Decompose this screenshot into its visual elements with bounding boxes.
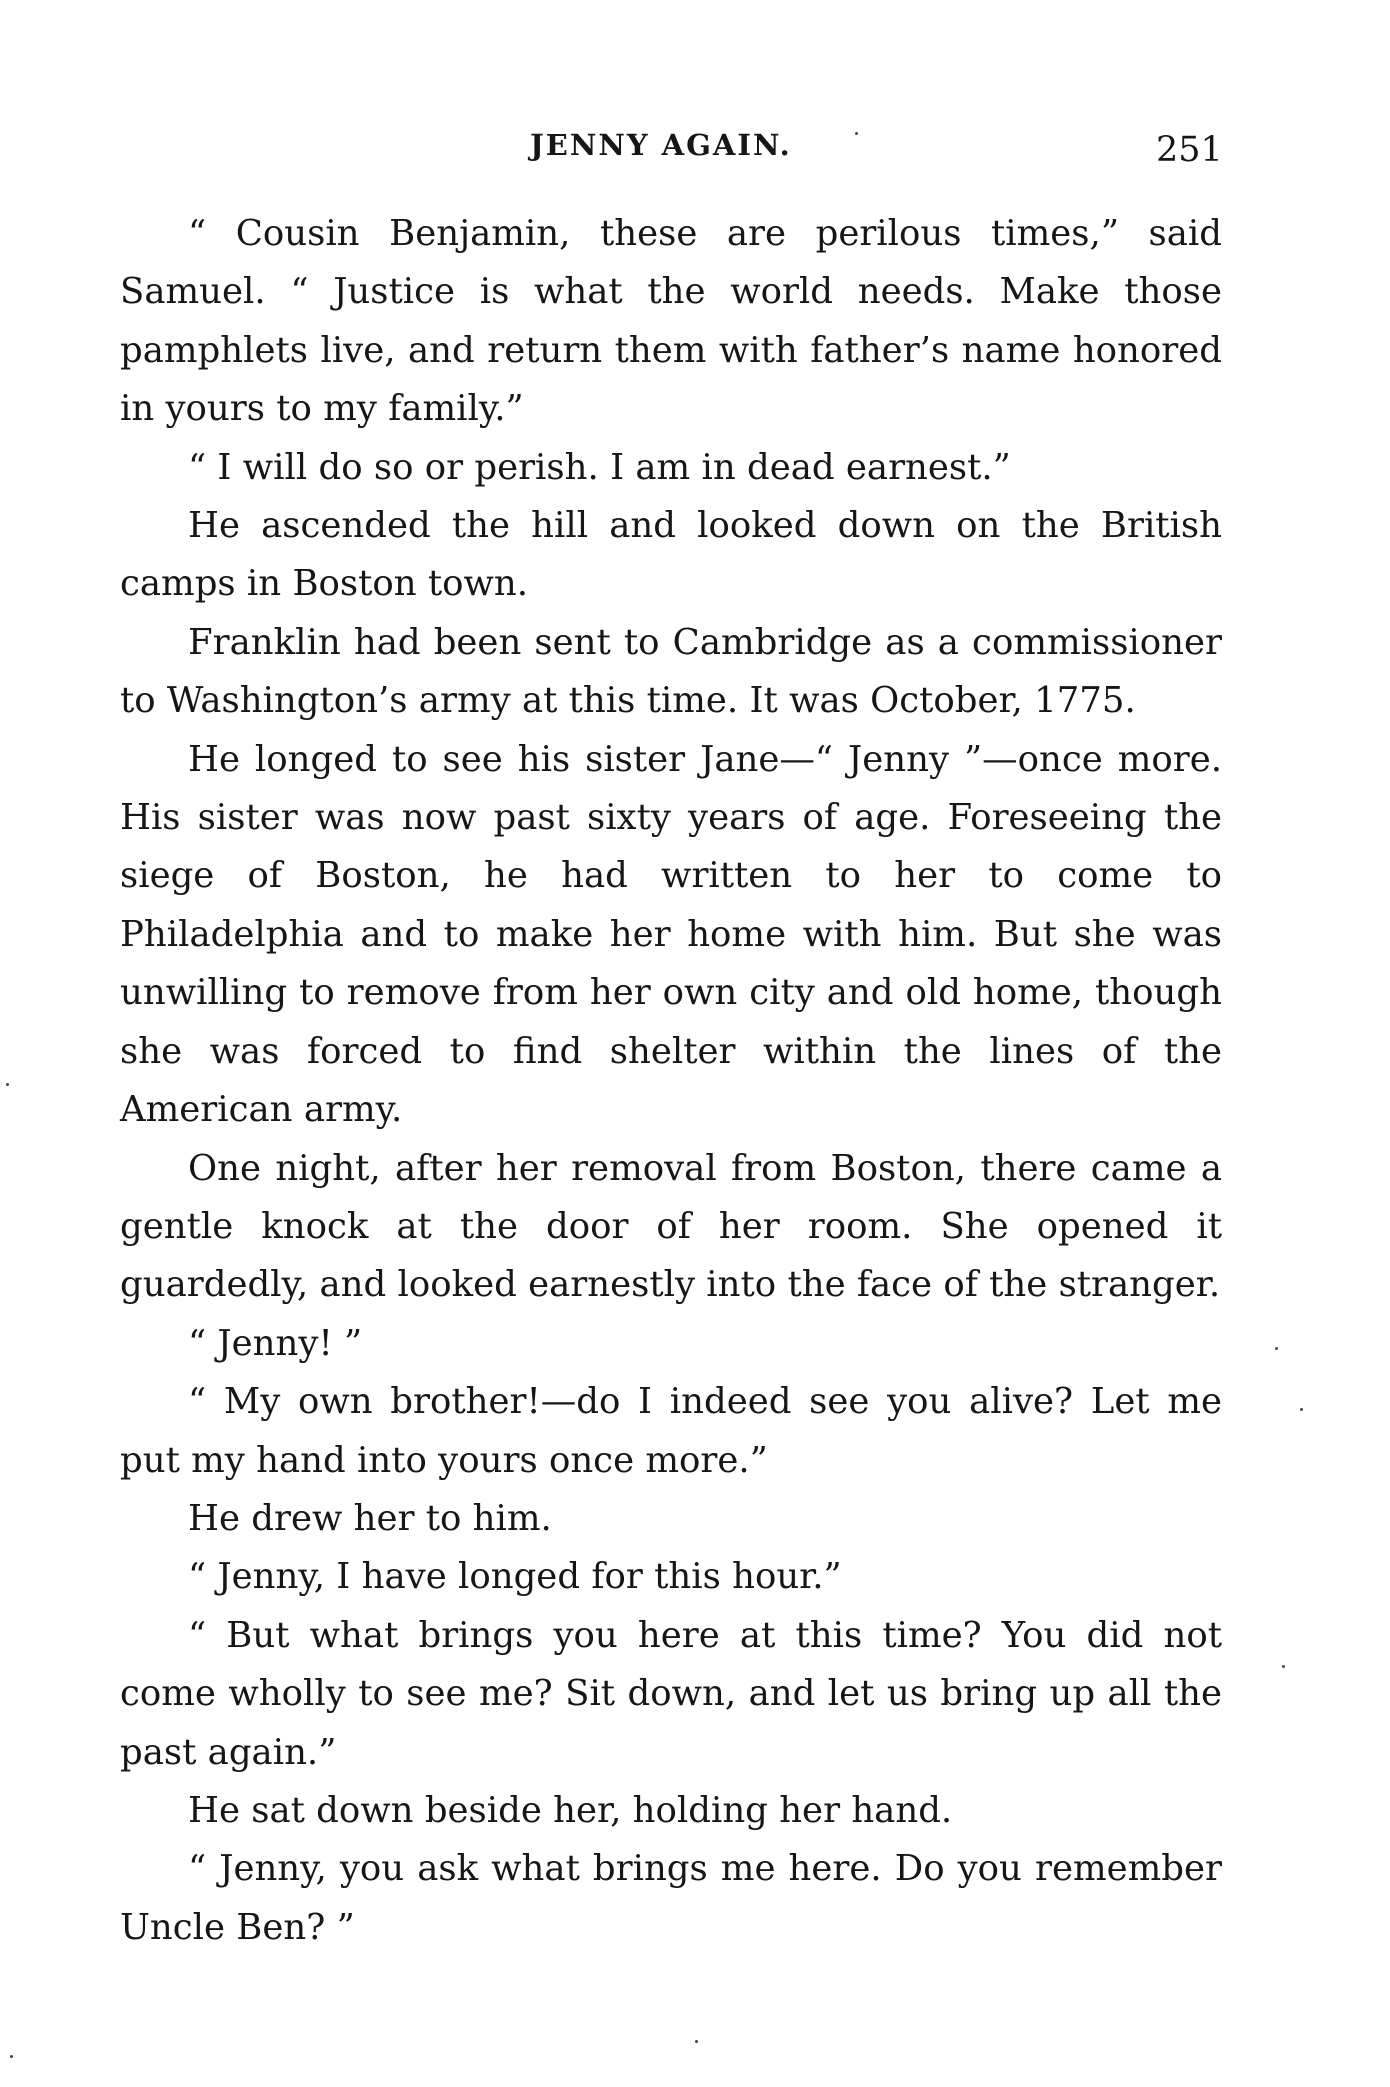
paragraph: “ I will do so or perish. I am in dead earnest.” — [188, 446, 1011, 488]
running-head: JENNY AGAIN. — [530, 128, 792, 162]
paragraph: “ My own brother!—do I indeed see you alive? Let me put my hand into yours once more.” — [120, 1381, 1222, 1481]
page-header — [0, 120, 1390, 180]
paragraph: He sat down beside her, holding her hand. — [188, 1789, 953, 1831]
paragraph: Franklin had been sent to Cambridge as a commissioner to Washington’s army at this time. It was October, 1775. — [120, 621, 1222, 722]
paragraph: He longed to see his sister Jane—“ Jenny ”—once more. His sister was now past sixty years of age. Foreseeing the siege of Boston, he had written to her to come to Philadelphia and to make her home with him. But she was unwilling to remove from her own city and old home, though she was forced to find shelter within the lines of the American army. — [120, 738, 1222, 1131]
paragraph: “ Jenny, you ask what brings me here. Do you remember Uncle Ben? ” — [120, 1848, 1222, 1948]
paragraph: “ Jenny! ” — [188, 1322, 363, 1364]
print-speck — [1275, 1347, 1278, 1350]
paragraph: He drew her to him. — [188, 1497, 552, 1539]
paragraph: He ascended the hill and looked down on the British camps in Boston town. — [120, 505, 1222, 605]
paragraph: One night, after her removal from Boston, there came a gentle knock at the door of her room. She opened it guardedly, and looked earnestly into the face of the stranger. — [120, 1147, 1222, 1306]
print-speck — [1300, 1408, 1303, 1411]
paragraph: “ Cousin Benjamin, these are perilous times,” said Samuel. “ Justice is what the world needs. Make those pamphlets live, and return them with father’s name honored in yours to my family.” — [120, 213, 1222, 430]
print-speck — [855, 132, 858, 135]
print-speck — [10, 2055, 13, 2058]
print-speck — [1282, 1665, 1285, 1668]
print-speck — [6, 1083, 9, 1086]
paragraph: “ Jenny, I have longed for this hour.” — [188, 1556, 842, 1598]
print-speck — [695, 2040, 698, 2043]
paragraph: “ But what brings you here at this time? You did not come wholly to see me? Sit down, and let us bring up all the past again.” — [120, 1614, 1222, 1773]
body-text — [120, 205, 1222, 1957]
page-number: 251 — [1156, 130, 1223, 170]
